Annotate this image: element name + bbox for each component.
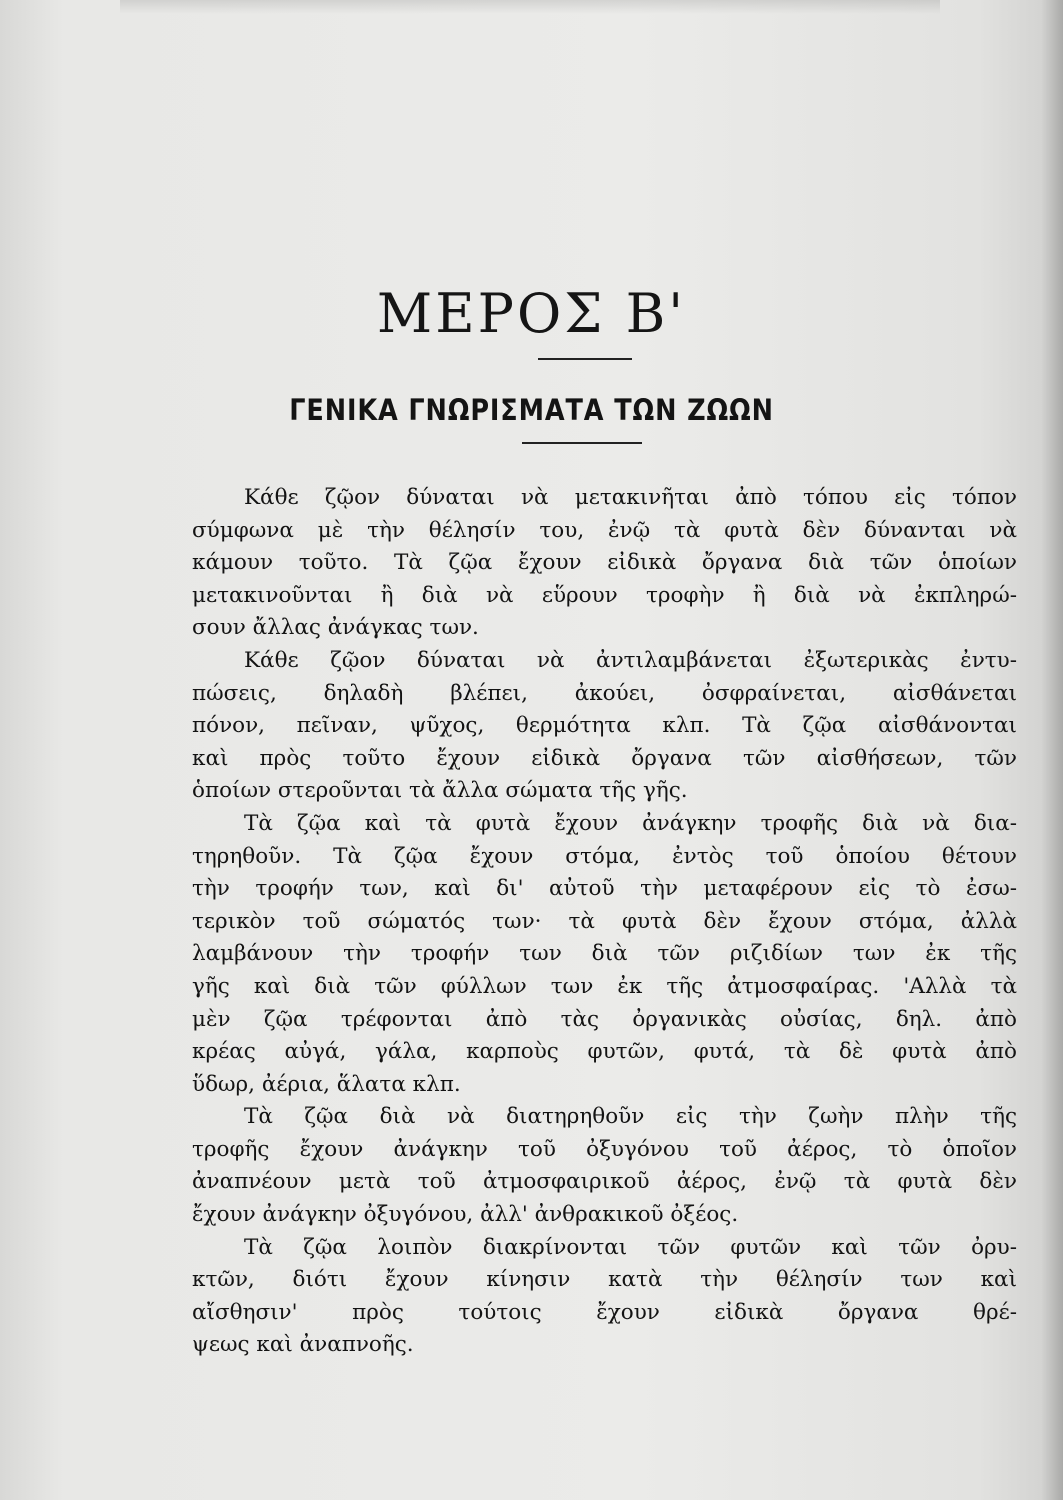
text-line: αἴσθησιν' πρὸς τούτοις ἔχουν εἰδικὰ ὄργανα θρέ- [192,1299,1017,1325]
text-line: μὲν ζῷα τρέφονται ἀπὸ τὰς ὀργανικὰς οὐσίας, δηλ. ἀπὸ [192,1006,1017,1032]
text-line: ἔχουν ἀνάγκην ὀξυγόνου, ἀλλ' ἀνθρακικοῦ ὀξέος. [192,1202,739,1228]
text-line: μετακινοῦνται ἢ διὰ νὰ εὕρουν τροφὴν ἢ διὰ νὰ ἐκπληρώ- [192,582,1017,608]
section-title: ΓΕΝΙΚΑ ΓΝΩΡΙΣΜΑΤΑ ΤΩΝ ΖΩΩΝ [289,393,774,427]
text-line: Τὰ ζῷα καὶ τὰ φυτὰ ἔχουν ἀνάγκην τροφῆς διὰ νὰ δια- [244,810,1017,836]
text-line: τροφῆς ἔχουν ἀνάγκην τοῦ ὀξυγόνου τοῦ ἀέρος, τὸ ὁποῖον [192,1136,1017,1162]
scan-shadow-top [120,0,940,14]
text-line: πώσεις, δηλαδὴ βλέπει, ἀκούει, ὀσφραίνεται, αἰσθάνεται [192,680,1017,706]
text-line: σουν ἄλλας ἀνάγκας των. [192,615,479,641]
text-line: Τὰ ζῷα διὰ νὰ διατηρηθοῦν εἰς τὴν ζωὴν πλὴν τῆς [244,1104,1017,1130]
scan-shadow-fold [1041,0,1063,1500]
body-text [192,482,1017,1362]
text-line: ὁποίων στεροῦνται τὰ ἄλλα σώματα τῆς γῆς. [192,778,688,804]
text-line: κάμουν τοῦτο. Τὰ ζῷα ἔχουν εἰδικὰ ὄργανα διὰ τῶν ὁποίων [192,550,1017,576]
text-line: σύμφωνα μὲ τὴν θέλησίν του, ἐνῷ τὰ φυτὰ δὲν δύνανται νὰ [192,517,1017,543]
text-line: Κάθε ζῷον δύναται νὰ ἀντιλαμβάνεται ἐξωτερικὰς ἐντυ- [244,647,1017,673]
text-line: καὶ πρὸς τοῦτο ἔχουν εἰδικὰ ὄργανα τῶν αἰσθήσεων, τῶν [192,745,1017,771]
text-line: πόνον, πεῖναν, ψῦχος, θερμότητα κλπ. Τὰ ζῷα αἰσθάνονται [192,713,1017,739]
text-line: γῆς καὶ διὰ τῶν φύλλων των ἐκ τῆς ἀτμοσφαίρας. 'Αλλὰ τὰ [192,973,1017,999]
text-line: τερικὸν τοῦ σώματός των· τὰ φυτὰ δὲν ἔχουν στόμα, ἀλλὰ [192,908,1017,934]
text-line: ψεως καὶ ἀναπνοῆς. [192,1332,414,1358]
part-title: ΜΕΡΟΣ Β' [376,282,687,345]
divider-rule [522,442,642,444]
text-line: ἀναπνέουν μετὰ τοῦ ἀτμοσφαιρικοῦ ἀέρος, ἐνῷ τὰ φυτὰ δὲν [192,1169,1017,1195]
text-line: ὕδωρ, ἀέρια, ἅλατα κλπ. [192,1071,461,1097]
text-line: τὴν τροφήν των, καὶ δι' αὐτοῦ τὴν μεταφέρουν εἰς τὸ ἐσω- [192,876,1017,902]
text-line: Κάθε ζῷον δύναται νὰ μετακινῆται ἀπὸ τόπου εἰς τόπον [244,485,1017,510]
text-line: λαμβάνουν τὴν τροφήν των διὰ τῶν ριζιδίων των ἐκ τῆς [192,941,1017,967]
text-line: κρέας αὐγά, γάλα, καρποὺς φυτῶν, φυτά, τὰ δὲ φυτὰ ἀπὸ [192,1039,1017,1065]
divider-rule [538,358,632,360]
text-line: τηρηθοῦν. Τὰ ζῷα ἔχουν στόμα, ἐντὸς τοῦ ὁποίου θέτουν [192,843,1017,869]
text-line: Τὰ ζῷα λοιπὸν διακρίνονται τῶν φυτῶν καὶ τῶν ὀρυ- [244,1234,1017,1260]
text-line: κτῶν, διότι ἔχουν κίνησιν κατὰ τὴν θέλησίν των καὶ [192,1267,1017,1293]
